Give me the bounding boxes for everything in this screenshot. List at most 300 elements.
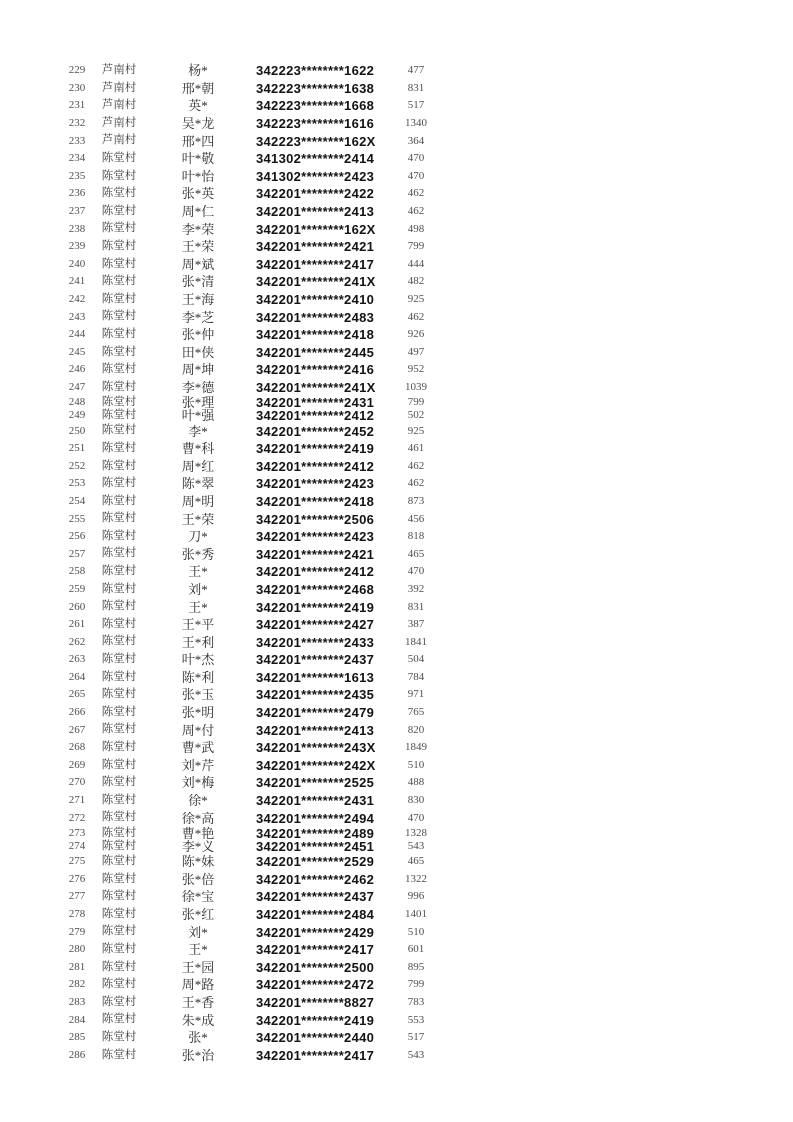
- table-row: [0, 871, 466, 889]
- table-row: [0, 396, 466, 409]
- row-number: 252: [68, 459, 86, 472]
- row-number: 235: [68, 169, 86, 182]
- village-name: 陈堂村: [101, 1048, 137, 1061]
- person-name: 叶*敬: [181, 151, 215, 167]
- row-number: 275: [68, 855, 86, 868]
- masked-id-number: 342201********243X: [256, 740, 376, 756]
- row-number: 245: [68, 345, 86, 358]
- left-margin-spacer: [0, 273, 56, 291]
- amount-value: 1340: [405, 117, 427, 130]
- village-name: 陈堂村: [101, 239, 137, 252]
- row-number: 280: [68, 943, 86, 956]
- table-row: [0, 598, 466, 616]
- village-name: 陈堂村: [101, 635, 137, 648]
- row-number: 255: [68, 512, 86, 525]
- person-name: 王*荣: [181, 239, 215, 255]
- left-margin-spacer: [0, 1029, 56, 1047]
- row-number: 265: [68, 688, 86, 701]
- village-name: 陈堂村: [101, 512, 137, 525]
- table-row: [0, 185, 466, 203]
- masked-id-number: 342201********2412: [256, 458, 375, 474]
- left-margin-spacer: [0, 721, 56, 739]
- person-name: 王*平: [181, 617, 215, 633]
- masked-id-number: 342201********2437: [256, 889, 375, 905]
- person-name: 英*: [188, 98, 208, 114]
- masked-id-number: 342201********2419: [256, 441, 375, 457]
- table-row: [0, 651, 466, 669]
- left-margin-spacer: [0, 563, 56, 581]
- left-margin-spacer: [0, 203, 56, 221]
- person-name: 陈*利: [181, 669, 215, 685]
- table-row: [0, 721, 466, 739]
- village-name: 陈堂村: [101, 169, 137, 182]
- row-number: 278: [68, 908, 86, 921]
- person-name: 刘*: [188, 581, 208, 597]
- amount-value: 465: [407, 547, 425, 560]
- masked-id-number: 342201********2412: [256, 564, 375, 580]
- masked-id-number: 342201********2479: [256, 705, 375, 721]
- village-name: 陈堂村: [101, 854, 137, 867]
- village-name: 芦南村: [101, 81, 137, 94]
- left-margin-spacer: [0, 510, 56, 528]
- person-name: 邢*四: [181, 133, 215, 149]
- row-number: 279: [68, 925, 86, 938]
- row-number: 256: [68, 530, 86, 543]
- village-name: 芦南村: [101, 116, 137, 129]
- amount-value: 1841: [405, 635, 427, 648]
- masked-id-number: 342201********2410: [256, 292, 375, 308]
- left-margin-spacer: [0, 757, 56, 775]
- left-margin-spacer: [0, 923, 56, 941]
- left-margin-spacer: [0, 669, 56, 687]
- table-row: [0, 704, 466, 722]
- amount-value: 387: [407, 618, 425, 631]
- amount-value: 465: [407, 855, 425, 868]
- village-name: 陈堂村: [101, 960, 137, 973]
- table-row: [0, 581, 466, 599]
- person-name: 田*侠: [181, 344, 215, 360]
- amount-value: 553: [407, 1013, 425, 1026]
- row-number: 277: [68, 890, 86, 903]
- village-name: 陈堂村: [101, 995, 137, 1008]
- village-name: 陈堂村: [101, 925, 137, 938]
- row-number: 282: [68, 978, 86, 991]
- left-margin-spacer: [0, 545, 56, 563]
- amount-value: 444: [407, 257, 425, 270]
- person-name: 吴*龙: [181, 116, 215, 132]
- person-name: 周*坤: [181, 362, 215, 378]
- table-row: [0, 739, 466, 757]
- person-name: 张*清: [181, 274, 215, 290]
- person-name: 王*: [188, 599, 208, 615]
- row-number: 266: [68, 706, 86, 719]
- village-name: 陈堂村: [101, 600, 137, 613]
- row-number: 243: [68, 310, 86, 323]
- left-margin-spacer: [0, 220, 56, 238]
- village-name: 陈堂村: [101, 942, 137, 955]
- person-name: 王*荣: [181, 511, 215, 527]
- person-name: 张*红: [181, 907, 215, 923]
- table-row: [0, 959, 466, 977]
- row-number: 273: [68, 826, 86, 839]
- table-row: [0, 809, 466, 827]
- village-name: 陈堂村: [101, 380, 137, 393]
- left-margin-spacer: [0, 238, 56, 256]
- village-name: 陈堂村: [101, 565, 137, 578]
- person-name: 徐*宝: [181, 889, 215, 905]
- person-name: 张*倍: [181, 871, 215, 887]
- masked-id-number: 342201********1613: [256, 669, 375, 685]
- village-name: 陈堂村: [101, 723, 137, 736]
- amount-value: 830: [407, 794, 425, 807]
- row-number: 251: [68, 442, 86, 455]
- table-row: [0, 941, 466, 959]
- amount-value: 470: [407, 169, 425, 182]
- table-row: [0, 545, 466, 563]
- left-margin-spacer: [0, 1011, 56, 1029]
- amount-value: 784: [407, 670, 425, 683]
- masked-id-number: 342201********2484: [256, 907, 375, 923]
- masked-id-number: 342201********2417: [256, 256, 375, 272]
- village-name: 陈堂村: [101, 839, 137, 852]
- person-name: 张*: [188, 1030, 208, 1046]
- amount-value: 470: [407, 152, 425, 165]
- person-name: 李*荣: [181, 221, 215, 237]
- row-number: 267: [68, 723, 86, 736]
- row-number: 244: [68, 328, 86, 341]
- left-margin-spacer: [0, 704, 56, 722]
- left-margin-spacer: [0, 994, 56, 1012]
- row-number: 262: [68, 635, 86, 648]
- row-number: 268: [68, 741, 86, 754]
- table-row: [0, 115, 466, 133]
- left-margin-spacer: [0, 361, 56, 379]
- amount-value: 952: [407, 363, 425, 376]
- table-row: [0, 344, 466, 362]
- left-margin-spacer: [0, 840, 56, 853]
- masked-id-number: 342201********2431: [256, 395, 375, 411]
- left-margin-spacer: [0, 440, 56, 458]
- masked-id-number: 342201********162X: [256, 221, 376, 237]
- left-margin-spacer: [0, 422, 56, 440]
- row-number: 263: [68, 653, 86, 666]
- amount-value: 498: [407, 222, 425, 235]
- amount-value: 462: [407, 310, 425, 323]
- table-row: [0, 422, 466, 440]
- person-name: 周*红: [181, 458, 215, 474]
- village-name: 陈堂村: [101, 741, 137, 754]
- table-row: [0, 132, 466, 150]
- left-margin-spacer: [0, 888, 56, 906]
- person-name: 陈*翠: [181, 476, 215, 492]
- row-number: 234: [68, 152, 86, 165]
- row-number: 261: [68, 618, 86, 631]
- masked-id-number: 342223********1668: [256, 98, 375, 114]
- masked-id-number: 342201********2489: [256, 825, 375, 841]
- left-margin-spacer: [0, 115, 56, 133]
- masked-id-number: 342223********162X: [256, 133, 376, 149]
- amount-value: 470: [407, 811, 425, 824]
- left-margin-spacer: [0, 528, 56, 546]
- masked-id-number: 342201********2472: [256, 977, 375, 993]
- person-name: 刀*: [188, 529, 208, 545]
- village-name: 陈堂村: [101, 187, 137, 200]
- row-number: 237: [68, 205, 86, 218]
- masked-id-number: 342201********2437: [256, 652, 375, 668]
- table-row: [0, 888, 466, 906]
- village-name: 陈堂村: [101, 494, 137, 507]
- person-name: 陈*妹: [181, 854, 215, 870]
- table-row: [0, 669, 466, 687]
- left-margin-spacer: [0, 598, 56, 616]
- village-name: 陈堂村: [101, 758, 137, 771]
- person-name: 王*海: [181, 292, 215, 308]
- amount-value: 462: [407, 459, 425, 472]
- table-row: [0, 62, 466, 80]
- row-number: 231: [68, 99, 86, 112]
- masked-id-number: 342201********2421: [256, 546, 375, 562]
- person-name: 叶*怡: [181, 168, 215, 184]
- row-number: 281: [68, 960, 86, 973]
- masked-id-number: 342201********2506: [256, 511, 375, 527]
- row-number: 286: [68, 1048, 86, 1061]
- row-number: 249: [68, 409, 86, 422]
- row-number: 240: [68, 257, 86, 270]
- row-number: 270: [68, 776, 86, 789]
- amount-value: 1322: [405, 872, 427, 885]
- left-margin-spacer: [0, 132, 56, 150]
- table-row: [0, 493, 466, 511]
- amount-value: 456: [407, 512, 425, 525]
- amount-value: 1328: [405, 826, 427, 839]
- amount-value: 510: [407, 925, 425, 938]
- village-name: 陈堂村: [101, 204, 137, 217]
- amount-value: 470: [407, 565, 425, 578]
- village-name: 陈堂村: [101, 826, 137, 839]
- village-name: 陈堂村: [101, 890, 137, 903]
- row-number: 285: [68, 1031, 86, 1044]
- amount-value: 1039: [405, 380, 427, 393]
- left-margin-spacer: [0, 616, 56, 634]
- table-row: [0, 1011, 466, 1029]
- masked-id-number: 342223********1616: [256, 116, 375, 132]
- amount-value: 543: [407, 1048, 425, 1061]
- table-row: [0, 409, 466, 422]
- masked-id-number: 342201********2440: [256, 1030, 375, 1046]
- table-row: [0, 80, 466, 98]
- masked-id-number: 342201********2416: [256, 362, 375, 378]
- masked-id-number: 342201********2468: [256, 581, 375, 597]
- masked-id-number: 342201********2418: [256, 493, 375, 509]
- masked-id-number: 342201********241X: [256, 379, 376, 395]
- village-name: 陈堂村: [101, 424, 137, 437]
- amount-value: 783: [407, 995, 425, 1008]
- village-name: 陈堂村: [101, 653, 137, 666]
- masked-id-number: 342201********2418: [256, 327, 375, 343]
- amount-value: 1849: [405, 741, 427, 754]
- left-margin-spacer: [0, 906, 56, 924]
- village-name: 陈堂村: [101, 776, 137, 789]
- masked-id-number: 342201********2483: [256, 309, 375, 325]
- village-name: 陈堂村: [101, 292, 137, 305]
- person-name: 张*明: [181, 705, 215, 721]
- masked-id-number: 342201********2422: [256, 186, 375, 202]
- masked-id-number: 342201********2412: [256, 408, 375, 424]
- left-margin-spacer: [0, 809, 56, 827]
- left-margin-spacer: [0, 457, 56, 475]
- left-margin-spacer: [0, 308, 56, 326]
- left-margin-spacer: [0, 941, 56, 959]
- masked-id-number: 342201********2452: [256, 423, 375, 439]
- amount-value: 831: [407, 81, 425, 94]
- table-row: [0, 440, 466, 458]
- table-row: [0, 379, 466, 397]
- village-name: 陈堂村: [101, 441, 137, 454]
- left-margin-spacer: [0, 871, 56, 889]
- masked-id-number: 342201********2500: [256, 959, 375, 975]
- village-name: 陈堂村: [101, 670, 137, 683]
- beneficiary-table: [0, 62, 466, 1064]
- village-name: 陈堂村: [101, 617, 137, 630]
- masked-id-number: 342201********2421: [256, 239, 375, 255]
- person-name: 杨*: [188, 63, 208, 79]
- table-row: [0, 168, 466, 186]
- left-margin-spacer: [0, 185, 56, 203]
- table-row: [0, 291, 466, 309]
- person-name: 刘*: [188, 924, 208, 940]
- masked-id-number: 342201********241X: [256, 274, 376, 290]
- amount-value: 504: [407, 653, 425, 666]
- row-number: 241: [68, 275, 86, 288]
- masked-id-number: 342201********2433: [256, 634, 375, 650]
- person-name: 张*玉: [181, 687, 215, 703]
- left-margin-spacer: [0, 409, 56, 422]
- masked-id-number: 342223********1638: [256, 80, 375, 96]
- row-number: 239: [68, 240, 86, 253]
- amount-value: 462: [407, 187, 425, 200]
- left-margin-spacer: [0, 853, 56, 871]
- table-row: [0, 326, 466, 344]
- amount-value: 820: [407, 723, 425, 736]
- village-name: 芦南村: [101, 64, 137, 77]
- left-margin-spacer: [0, 326, 56, 344]
- left-margin-spacer: [0, 291, 56, 309]
- person-name: 李*义: [181, 838, 215, 854]
- village-name: 陈堂村: [101, 477, 137, 490]
- row-number: 258: [68, 565, 86, 578]
- amount-value: 364: [407, 134, 425, 147]
- row-number: 257: [68, 547, 86, 560]
- table-row: [0, 994, 466, 1012]
- left-margin-spacer: [0, 80, 56, 98]
- person-name: 王*利: [181, 634, 215, 650]
- person-name: 张*秀: [181, 546, 215, 562]
- amount-value: 488: [407, 776, 425, 789]
- village-name: 陈堂村: [101, 459, 137, 472]
- row-number: 250: [68, 424, 86, 437]
- row-number: 247: [68, 380, 86, 393]
- left-margin-spacer: [0, 493, 56, 511]
- person-name: 曹*科: [181, 441, 215, 457]
- masked-id-number: 342201********2429: [256, 924, 375, 940]
- amount-value: 517: [407, 99, 425, 112]
- amount-value: 895: [407, 960, 425, 973]
- masked-id-number: 342201********2419: [256, 1012, 375, 1028]
- amount-value: 1401: [405, 908, 427, 921]
- person-name: 叶*强: [181, 408, 215, 424]
- person-name: 徐*高: [181, 810, 215, 826]
- table-row: [0, 774, 466, 792]
- left-margin-spacer: [0, 792, 56, 810]
- village-name: 陈堂村: [101, 152, 137, 165]
- village-name: 陈堂村: [101, 1013, 137, 1026]
- village-name: 陈堂村: [101, 396, 137, 409]
- row-number: 284: [68, 1013, 86, 1026]
- village-name: 陈堂村: [101, 793, 137, 806]
- left-margin-spacer: [0, 976, 56, 994]
- amount-value: 517: [407, 1031, 425, 1044]
- person-name: 周*明: [181, 493, 215, 509]
- amount-value: 925: [407, 293, 425, 306]
- masked-id-number: 341302********2414: [256, 151, 375, 167]
- amount-value: 818: [407, 530, 425, 543]
- left-margin-spacer: [0, 344, 56, 362]
- village-name: 陈堂村: [101, 363, 137, 376]
- table-row: [0, 906, 466, 924]
- left-margin-spacer: [0, 97, 56, 115]
- masked-id-number: 342201********2445: [256, 344, 375, 360]
- amount-value: 462: [407, 477, 425, 490]
- person-name: 曹*武: [181, 740, 215, 756]
- village-name: 陈堂村: [101, 257, 137, 270]
- left-margin-spacer: [0, 774, 56, 792]
- village-name: 陈堂村: [101, 345, 137, 358]
- amount-value: 502: [407, 409, 425, 422]
- row-number: 238: [68, 222, 86, 235]
- person-name: 周*付: [181, 722, 215, 738]
- person-name: 周*斌: [181, 256, 215, 272]
- left-margin-spacer: [0, 686, 56, 704]
- row-number: 271: [68, 794, 86, 807]
- left-margin-spacer: [0, 396, 56, 409]
- amount-value: 482: [407, 275, 425, 288]
- masked-id-number: 342223********1622: [256, 63, 375, 79]
- person-name: 张*治: [181, 1047, 215, 1063]
- table-row: [0, 923, 466, 941]
- person-name: 张*英: [181, 186, 215, 202]
- row-number: 276: [68, 872, 86, 885]
- table-row: [0, 203, 466, 221]
- table-row: [0, 840, 466, 853]
- table-row: [0, 976, 466, 994]
- person-name: 邢*朝: [181, 80, 215, 96]
- masked-id-number: 342201********2419: [256, 599, 375, 615]
- table-row: [0, 256, 466, 274]
- masked-id-number: 342201********2529: [256, 854, 375, 870]
- person-name: 李*: [188, 423, 208, 439]
- person-name: 曹*艳: [181, 825, 215, 841]
- left-margin-spacer: [0, 739, 56, 757]
- left-margin-spacer: [0, 62, 56, 80]
- person-name: 刘*梅: [181, 775, 215, 791]
- table-row: [0, 510, 466, 528]
- village-name: 陈堂村: [101, 529, 137, 542]
- village-name: 陈堂村: [101, 409, 137, 422]
- table-row: [0, 853, 466, 871]
- table-row: [0, 361, 466, 379]
- left-margin-spacer: [0, 827, 56, 840]
- left-margin-spacer: [0, 581, 56, 599]
